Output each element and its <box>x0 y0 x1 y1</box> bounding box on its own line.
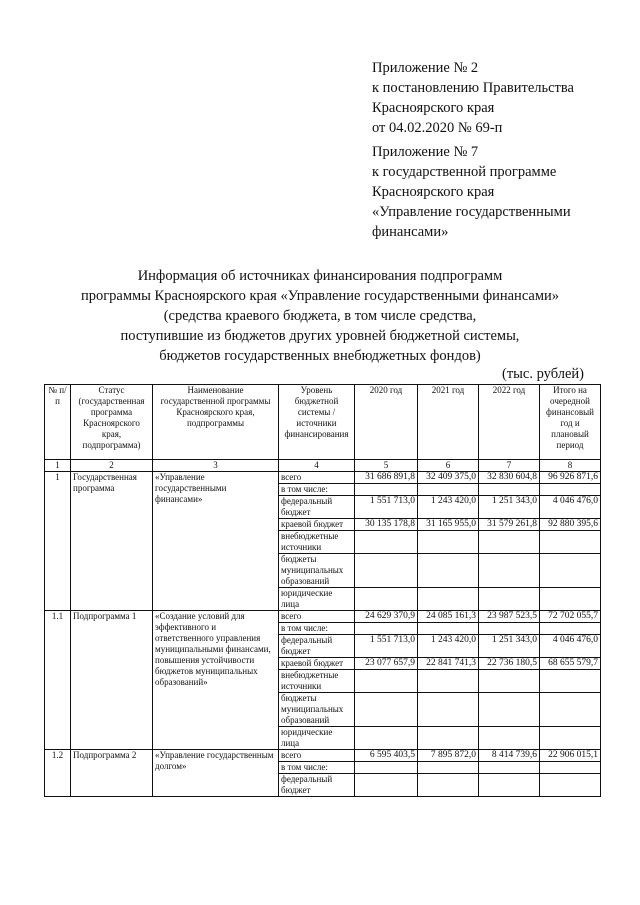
value-2021 <box>418 727 479 750</box>
value-2021 <box>418 554 479 588</box>
value-2022 <box>479 727 540 750</box>
value-2021 <box>418 531 479 554</box>
value-2021 <box>418 588 479 611</box>
value-2020: 6 595 403,5 <box>355 750 418 762</box>
value-2022: 31 579 261,8 <box>479 519 540 531</box>
value-total <box>540 484 601 496</box>
value-2020 <box>355 670 418 693</box>
column-number: 4 <box>279 460 355 472</box>
value-total <box>540 588 601 611</box>
table-row <box>45 750 601 762</box>
value-total <box>540 623 601 635</box>
value-2022 <box>479 762 540 774</box>
title-line: (средства краевого бюджета, в том числе средства, <box>163 308 477 324</box>
row-program-name: «Управление государственным долгом» <box>153 750 279 797</box>
units-label: (тыс. рублей) <box>502 366 584 382</box>
value-2021: 1 243 420,0 <box>418 496 479 519</box>
funding-level: юридические лица <box>279 588 355 611</box>
value-total: 92 880 395,6 <box>540 519 601 531</box>
value-2022 <box>479 693 540 727</box>
value-2020 <box>355 531 418 554</box>
value-2022 <box>479 623 540 635</box>
title-line: поступившие из бюджетов других уровней бюджетной системы, <box>120 328 520 344</box>
value-2022 <box>479 774 540 797</box>
row-program-name: «Создание условий для эффективного и ответственного управления муниципальными финансами, повышения устойчивости бюджетов муниципальных образований» <box>153 611 279 750</box>
column-number: 6 <box>418 460 479 472</box>
row-number: 1 <box>45 472 71 611</box>
value-2022: 23 987 523,5 <box>479 611 540 623</box>
column-number: 8 <box>540 460 601 472</box>
header-line: Приложение № 2 <box>372 60 479 76</box>
value-total <box>540 693 601 727</box>
value-2020 <box>355 774 418 797</box>
row-program-name: «Управление государственными финансами» <box>153 472 279 611</box>
header-line: к государственной программе <box>372 164 557 180</box>
funding-level: всего <box>279 472 355 484</box>
value-2022 <box>479 670 540 693</box>
column-header: Уровень бюджетной системы / источники финансирования <box>279 385 355 460</box>
header-line: финансами» <box>372 224 449 240</box>
value-2021 <box>418 484 479 496</box>
table-row <box>45 472 601 484</box>
column-number: 7 <box>479 460 540 472</box>
title-line: Информация об источниках финансирования подпрограмм <box>137 268 503 284</box>
value-2021 <box>418 762 479 774</box>
funding-level: юридические лица <box>279 727 355 750</box>
value-total: 68 655 579,7 <box>540 658 601 670</box>
value-2022 <box>479 588 540 611</box>
value-2020: 30 135 178,8 <box>355 519 418 531</box>
funding-level: бюджеты муниципальных образований <box>279 693 355 727</box>
header-decree-reference <box>372 58 574 138</box>
header-line: от 04.02.2020 № 69-п <box>372 120 503 136</box>
value-2021: 24 085 161,3 <box>418 611 479 623</box>
document-title <box>0 266 640 366</box>
header-line: Красноярского края <box>372 100 495 116</box>
funding-level: краевой бюджет <box>279 658 355 670</box>
column-number-row <box>45 460 601 472</box>
value-2022 <box>479 554 540 588</box>
value-2021 <box>418 774 479 797</box>
column-header: 2020 год <box>355 385 418 460</box>
column-header: Итого на очередной финансовый год и плановый период <box>540 385 601 460</box>
value-2021 <box>418 670 479 693</box>
title-line: программы Красноярского края «Управление государственными финансами» <box>80 288 560 304</box>
funding-level: всего <box>279 611 355 623</box>
value-total <box>540 531 601 554</box>
value-2021: 31 165 955,0 <box>418 519 479 531</box>
value-total <box>540 727 601 750</box>
funding-level: федеральный бюджет <box>279 635 355 658</box>
value-2021: 1 243 420,0 <box>418 635 479 658</box>
column-header: № п/п <box>45 385 71 460</box>
column-number: 5 <box>355 460 418 472</box>
funding-level: федеральный бюджет <box>279 496 355 519</box>
column-header: 2021 год <box>418 385 479 460</box>
header-line: Приложение № 7 <box>372 144 479 160</box>
value-2020: 31 686 891,8 <box>355 472 418 484</box>
value-2020 <box>355 623 418 635</box>
value-2020 <box>355 762 418 774</box>
value-2020 <box>355 727 418 750</box>
funding-level: внебюджетные источники <box>279 670 355 693</box>
funding-level: в том числе: <box>279 762 355 774</box>
value-2020 <box>355 693 418 727</box>
header-program-reference <box>372 142 571 242</box>
funding-level: краевой бюджет <box>279 519 355 531</box>
value-total <box>540 762 601 774</box>
value-2022: 8 414 739,6 <box>479 750 540 762</box>
value-total: 4 046 476,0 <box>540 496 601 519</box>
header-line: Красноярского края <box>372 184 495 200</box>
value-total: 96 926 871,6 <box>540 472 601 484</box>
value-2021: 32 409 375,0 <box>418 472 479 484</box>
value-total <box>540 554 601 588</box>
value-2020: 24 629 370,9 <box>355 611 418 623</box>
column-number: 2 <box>71 460 153 472</box>
column-number: 1 <box>45 460 71 472</box>
column-header: Наименование государственной программы Красноярского края, подпрограммы <box>153 385 279 460</box>
value-2021: 22 841 741,3 <box>418 658 479 670</box>
value-total: 4 046 476,0 <box>540 635 601 658</box>
value-2020: 1 551 713,0 <box>355 496 418 519</box>
row-status: Подпрограмма 1 <box>71 611 153 750</box>
value-total <box>540 670 601 693</box>
value-2020: 1 551 713,0 <box>355 635 418 658</box>
funding-level: всего <box>279 750 355 762</box>
value-2021 <box>418 693 479 727</box>
funding-level: бюджеты муниципальных образований <box>279 554 355 588</box>
column-header: Статус (государственная программа Красноярского края, подпрограмма) <box>71 385 153 460</box>
funding-level: в том числе: <box>279 623 355 635</box>
value-2022: 32 830 604,8 <box>479 472 540 484</box>
value-total: 22 906 015,1 <box>540 750 601 762</box>
value-2021: 7 895 872,0 <box>418 750 479 762</box>
value-total <box>540 774 601 797</box>
table-row <box>45 611 601 623</box>
value-2022: 22 736 180,5 <box>479 658 540 670</box>
title-line: бюджетов государственных внебюджетных фондов) <box>159 348 481 364</box>
value-2021 <box>418 623 479 635</box>
header-line: к постановлению Правительства <box>372 80 574 96</box>
header-line: «Управление государственными <box>372 204 571 220</box>
row-status: Подпрограмма 2 <box>71 750 153 797</box>
row-status: Государственная программа <box>71 472 153 611</box>
value-2020 <box>355 484 418 496</box>
funding-level: федеральный бюджет <box>279 774 355 797</box>
row-number: 1.2 <box>45 750 71 797</box>
row-number: 1.1 <box>45 611 71 750</box>
financing-table <box>44 384 601 797</box>
value-2020: 23 077 657,9 <box>355 658 418 670</box>
funding-level: в том числе: <box>279 484 355 496</box>
value-2020 <box>355 554 418 588</box>
column-number: 3 <box>153 460 279 472</box>
column-header: 2022 год <box>479 385 540 460</box>
value-2022: 1 251 343,0 <box>479 635 540 658</box>
value-2022 <box>479 531 540 554</box>
value-2022 <box>479 484 540 496</box>
value-total: 72 702 055,7 <box>540 611 601 623</box>
funding-level: внебюджетные источники <box>279 531 355 554</box>
value-2020 <box>355 588 418 611</box>
value-2022: 1 251 343,0 <box>479 496 540 519</box>
